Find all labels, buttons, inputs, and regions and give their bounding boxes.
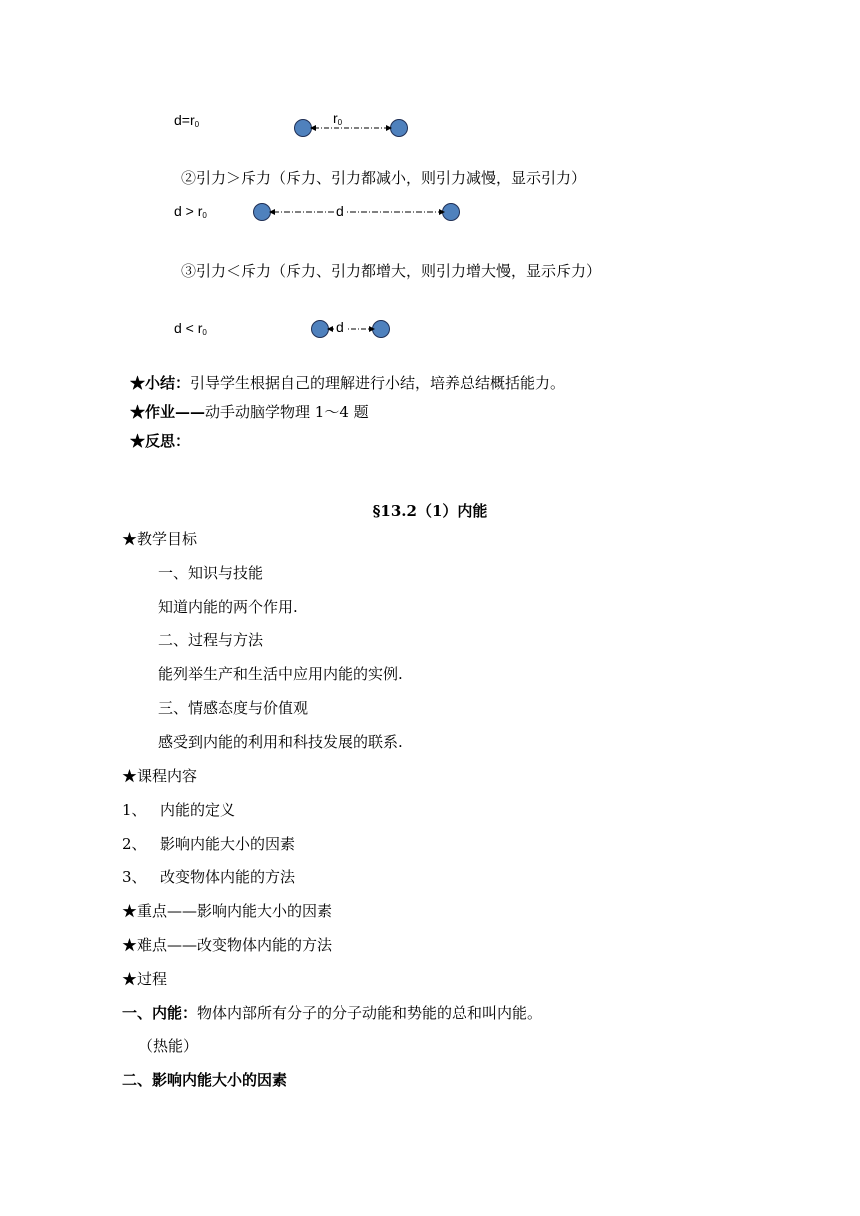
molecule-ball xyxy=(390,119,408,137)
internal-energy-note: （热能） xyxy=(138,1037,199,1055)
goal-item: 知道内能的两个作用. xyxy=(158,598,298,616)
label-d-mid: d xyxy=(336,203,344,219)
goals-heading: ★教学目标 xyxy=(122,530,198,548)
key-point: ★重点——影响内能大小的因素 xyxy=(122,902,333,920)
label-d-equals-r0: $d=r_0$ xyxy=(174,112,200,129)
content-item: 1、 内能的定义 xyxy=(122,801,236,819)
homework-line: ★作业——动手动脑学物理 1～4 题 xyxy=(130,403,369,421)
label-d-less-r0: $d < r_0$ xyxy=(174,320,207,337)
difficulty: ★难点——改变物体内能的方法 xyxy=(122,936,333,954)
goal-item: 能列举生产和生活中应用内能的实例. xyxy=(158,665,403,683)
internal-energy-definition: 一、内能：物体内部所有分子的分子动能和势能的总和叫内能。 xyxy=(122,1004,543,1022)
content-item: 2、 影响内能大小的因素 xyxy=(122,835,296,853)
section-title: §13.2（1）内能 xyxy=(372,502,488,520)
summary-line: ★小结：引导学生根据自己的理解进行小结，培养总结概括能力。 xyxy=(130,374,566,392)
goal-item: 感受到内能的利用和科技发展的联系. xyxy=(158,733,403,751)
content-item: 3、 改变物体内能的方法 xyxy=(122,868,296,886)
reflection-line: ★反思： xyxy=(130,432,191,450)
factors-heading: 二、影响内能大小的因素 xyxy=(122,1071,288,1089)
goal-item: 一、知识与技能 xyxy=(158,564,264,582)
case-attraction-less: ③引力＜斥力（斥力、引力都增大，则引力增大慢，显示斥力） xyxy=(181,262,602,280)
label-d-greater-r0: $d > r_0$ xyxy=(174,203,207,220)
label-d-mid: d xyxy=(336,319,344,335)
distance-arrow-icon xyxy=(269,205,445,219)
content-heading: ★课程内容 xyxy=(122,767,198,785)
distance-arrow-icon xyxy=(310,121,392,135)
label-r0-mid: $r_0$ xyxy=(333,110,343,127)
goal-item: 二、过程与方法 xyxy=(158,631,264,649)
case-attraction-greater: ②引力＞斥力（斥力、引力都减小，则引力减慢，显示引力） xyxy=(181,169,587,187)
goal-item: 三、情感态度与价值观 xyxy=(158,699,309,717)
process-heading: ★过程 xyxy=(122,970,168,988)
